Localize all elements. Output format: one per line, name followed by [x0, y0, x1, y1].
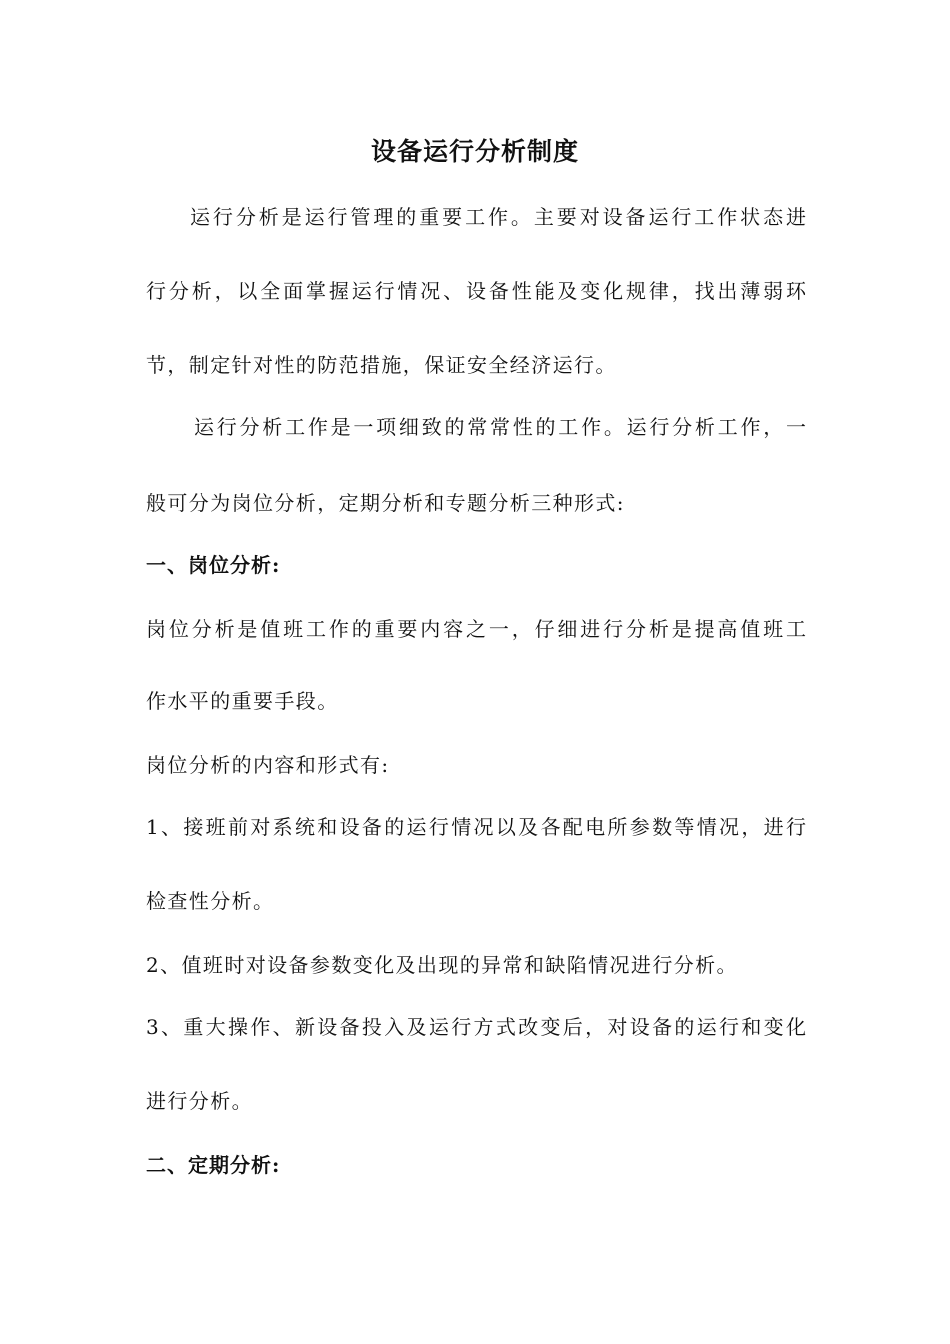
section-heading: 二、定期分析:	[146, 1153, 281, 1177]
paragraph-line: 运行分析是运行管理的重要工作。主要对设备运行工作状态进	[190, 205, 806, 229]
paragraph-line: 行分析，以全面掌握运行情况、设备性能及变化规律，找出薄弱环	[146, 279, 806, 303]
paragraph-line: 岗位分析是值班工作的重要内容之一，仔细进行分析是提高值班工	[146, 617, 806, 641]
paragraph-line: 岗位分析的内容和形式有:	[146, 753, 390, 777]
list-item-line: 检查性分析。	[146, 889, 275, 913]
paragraph-line: 般可分为岗位分析，定期分析和专题分析三种形式:	[146, 491, 625, 515]
list-item-line: 3、重大操作、新设备投入及运行方式改变后，对设备的运行和变化	[146, 1015, 806, 1039]
list-item-line: 2、值班时对设备参数变化及出现的异常和缺陷情况进行分析。	[146, 953, 738, 977]
list-item-line: 进行分析。	[146, 1089, 253, 1113]
document-title: 设备运行分析制度	[370, 137, 579, 166]
paragraph-line: 作水平的重要手段。	[146, 689, 339, 713]
list-item-line: 1、接班前对系统和设备的运行情况以及各配电所参数等情况，进行	[146, 815, 806, 839]
paragraph-line: 运行分析工作是一项细致的常常性的工作。运行分析工作，一	[194, 415, 806, 439]
paragraph-line: 节，制定针对性的防范措施，保证安全经济运行。	[146, 353, 617, 377]
section-heading: 一、岗位分析:	[146, 553, 281, 577]
